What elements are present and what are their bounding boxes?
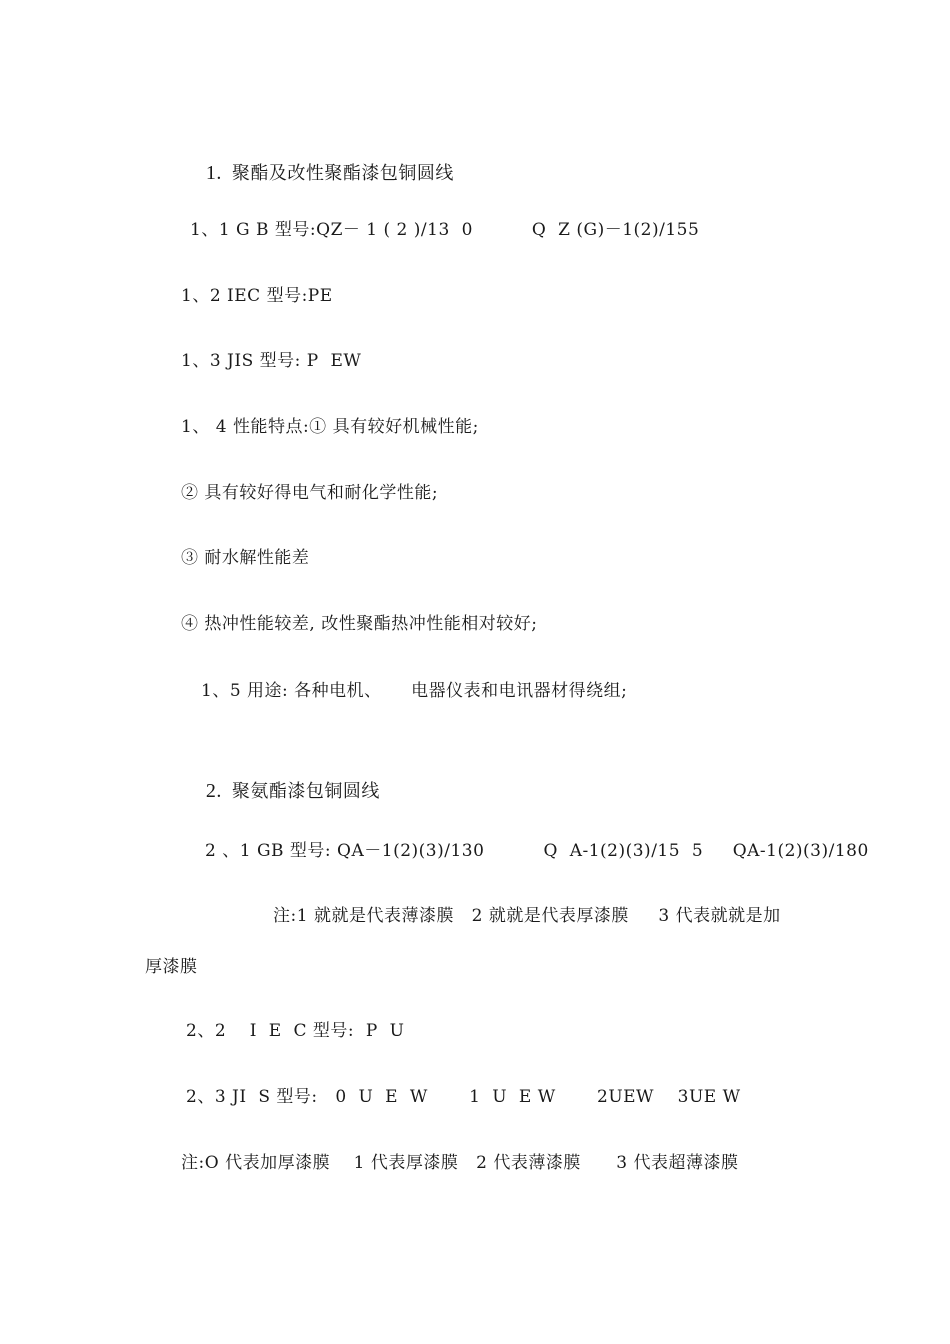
section-2-line-note-1: 注:1 就就是代表薄漆膜 2 就就是代表厚漆膜 3 代表就就是加 xyxy=(273,906,781,926)
section-2-title: 聚氨酯漆包铜圆线 xyxy=(231,781,380,802)
section-2-line-iec-model: 2、2 I E C 型号: P U xyxy=(186,1021,405,1041)
section-1-line-iec-model: 1、2 IEC 型号:PE xyxy=(181,286,333,306)
section-2-line-note-2: 注:O 代表加厚漆膜 1 代表厚漆膜 2 代表薄漆膜 3 代表超薄漆膜 xyxy=(181,1153,739,1173)
section-2-line-jis-model: 2、3 JI S 型号: 0 U E W 1 U E W 2UEW 3UE W xyxy=(186,1087,741,1107)
section-1-line-features: 1、 4 性能特点:① 具有较好机械性能; xyxy=(181,417,479,437)
section-1-heading xyxy=(181,140,454,207)
section-1-line-feature-2: ② 具有较好得电气和耐化学性能; xyxy=(181,483,439,503)
section-1-line-feature-3: ③ 耐水解性能差 xyxy=(181,548,310,568)
section-2-line-gb-model: 2 、1 GB 型号: QA－1(2)(3)/130 Q A-1(2)(3)/15 5 QA-1(2)(3)/180 xyxy=(205,841,869,861)
section-1-line-usage: 1、5 用途: 各种电机、 电器仪表和电讯器材得绕组; xyxy=(201,681,628,701)
section-1-line-jis-model: 1、3 JIS 型号: P EW xyxy=(181,351,362,371)
section-2-heading xyxy=(181,758,380,825)
section-1-line-feature-4: ④ 热冲性能较差, 改性聚酯热冲性能相对较好; xyxy=(181,614,538,634)
section-1-title: 聚酯及改性聚酯漆包铜圆线 xyxy=(231,163,454,184)
section-1-number: 1. xyxy=(205,162,222,184)
section-2-number: 2. xyxy=(205,780,222,802)
section-1-line-gb-model: 1、1 G B 型号:QZ－ 1 ( 2 )/13 0 Q Z (G)－1(2)/155 xyxy=(190,220,700,240)
section-2-line-note-1-cont: 厚漆膜 xyxy=(145,957,198,977)
